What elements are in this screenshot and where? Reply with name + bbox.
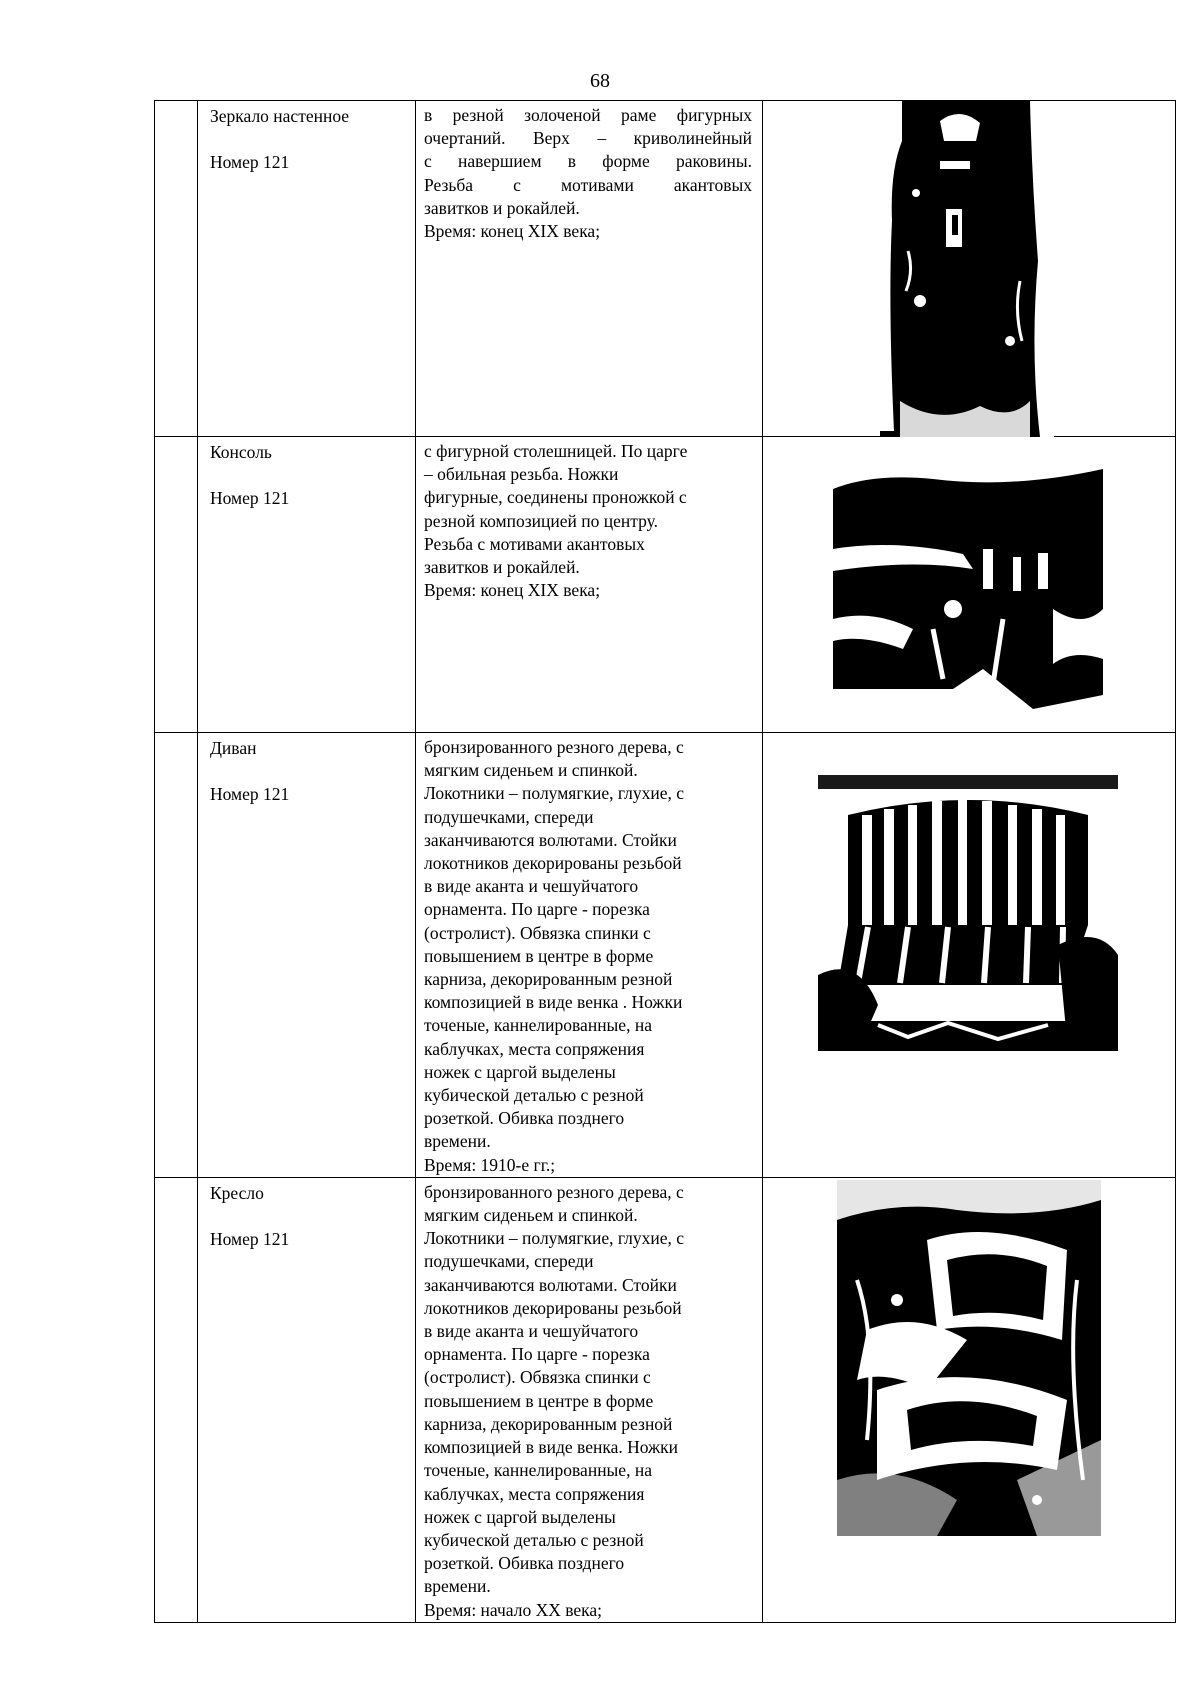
- description-line: повышением в центре в форме: [424, 945, 654, 966]
- item-name: Зеркало настенное: [210, 106, 350, 126]
- description-line: Время: 1910-е гг.;: [424, 1154, 556, 1175]
- description-cell: [416, 733, 763, 1178]
- description-line: заканчиваются волютами. Стойки: [424, 829, 677, 850]
- description-line: подушечками, спереди: [424, 806, 594, 827]
- index-cell: [155, 1177, 198, 1622]
- description-line: Резьба с мотивами акантовых: [424, 174, 752, 195]
- description-line: заканчиваются волютами. Стойки: [424, 1274, 677, 1295]
- description-line: кубической деталью с резной: [424, 1085, 644, 1106]
- armchair-photo: [837, 1180, 1101, 1536]
- description-line: – обильная резьба. Ножки: [424, 464, 619, 485]
- table-row: [155, 1177, 1176, 1622]
- description-line: бронзированного резного дерева, с: [424, 737, 684, 757]
- item-number: Номер 121: [210, 488, 290, 509]
- description-line: ножек с царгой выделены: [424, 1061, 616, 1082]
- photo-cell: [763, 101, 1176, 437]
- description-line: композицией в виде венка . Ножки: [424, 992, 683, 1013]
- console-photo: [833, 459, 1103, 729]
- photo-cell: [763, 1177, 1176, 1622]
- description-line: (остролист). Обвязка спинки с: [424, 1367, 651, 1388]
- description-line: розеткой. Обивка позднего: [424, 1553, 625, 1574]
- item-name: Диван: [210, 738, 257, 758]
- description-line: завитков и рокайлей.: [424, 557, 580, 578]
- description-line: в виде аканта и чешуйчатого: [424, 876, 639, 897]
- description-line: розеткой. Обивка позднего: [424, 1108, 625, 1129]
- description-line: в виде аканта и чешуйчатого: [424, 1321, 639, 1342]
- description-line: карниза, декорированным резной: [424, 1413, 673, 1434]
- description-line: Локотники – полумягкие, глухие, с: [424, 783, 685, 804]
- table-row: [155, 101, 1176, 437]
- table-row: [155, 733, 1176, 1178]
- description-line: локотников декорированы резьбой: [424, 853, 682, 874]
- sofa-photo: [818, 775, 1118, 1051]
- description-line: локотников декорированы резьбой: [424, 1297, 682, 1318]
- description-line: повышением в центре в форме: [424, 1390, 654, 1411]
- description-line: карниза, декорированным резной: [424, 969, 673, 990]
- description-line: композицией в виде венка. Ножки: [424, 1437, 679, 1458]
- furniture-table: [154, 100, 1176, 1623]
- description-line: подушечками, спереди: [424, 1251, 594, 1272]
- name-cell: [198, 437, 416, 733]
- description-line: точеные, каннелированные, на: [424, 1460, 652, 1481]
- description-line: времени.: [424, 1131, 491, 1152]
- description-line: каблучках, места сопряжения: [424, 1038, 645, 1059]
- table-row: [155, 437, 1176, 733]
- description-line: точеные, каннелированные, на: [424, 1015, 652, 1036]
- photo-cell: [763, 437, 1176, 733]
- item-name: Кресло: [210, 1182, 264, 1203]
- description-cell: [416, 437, 763, 733]
- description-line: орнамента. По царге - порезка: [424, 1344, 650, 1365]
- item-number: Номер 121: [210, 784, 290, 805]
- mirror-photo: [880, 101, 1054, 437]
- description-line: орнамента. По царге - порезка: [424, 899, 650, 920]
- description-line: с навершием в форме раковины.: [424, 151, 752, 172]
- description-line: Локотники – полумягкие, глухие, с: [424, 1228, 685, 1249]
- description-line: (остролист). Обвязка спинки с: [424, 922, 651, 943]
- name-cell: [198, 1177, 416, 1622]
- description-line: мягким сиденьем и спинкой.: [424, 760, 638, 781]
- photo-cell: [763, 733, 1176, 1178]
- name-cell: [198, 733, 416, 1178]
- description-line: завитков и рокайлей.: [424, 197, 580, 218]
- description-line: каблучках, места сопряжения: [424, 1483, 645, 1504]
- description-line: Время: конец XIX века;: [424, 580, 601, 601]
- description-line: времени.: [424, 1576, 491, 1597]
- description-line: мягким сиденьем и спинкой.: [424, 1205, 638, 1226]
- item-name: Консоль: [210, 442, 272, 462]
- item-number: Номер 121: [210, 152, 290, 173]
- description-line: Время: конец XIX века;: [424, 221, 601, 242]
- description-line: кубической деталью с резной: [424, 1529, 644, 1550]
- name-cell: [198, 101, 416, 437]
- description-cell: [416, 101, 763, 437]
- description-line: бронзированного резного дерева, с: [424, 1181, 684, 1202]
- description-line: очертаний. Верх – криволинейный: [424, 128, 752, 149]
- description-line: фигурные, соединены проножкой с: [424, 487, 687, 508]
- description-line: Время: начало XX века;: [424, 1599, 603, 1620]
- index-cell: [155, 733, 198, 1178]
- index-cell: [155, 101, 198, 437]
- description-cell: [416, 1177, 763, 1622]
- item-number: Номер 121: [210, 1229, 290, 1250]
- description-line: Резьба с мотивами акантовых: [424, 533, 645, 554]
- description-line: в резной золоченой раме фигурных: [424, 105, 752, 125]
- description-line: резной композицией по центру.: [424, 510, 658, 531]
- page-number: 68: [590, 70, 610, 92]
- description-line: ножек с царгой выделены: [424, 1506, 616, 1527]
- index-cell: [155, 437, 198, 733]
- description-line: с фигурной столешницей. По царге: [424, 441, 688, 461]
